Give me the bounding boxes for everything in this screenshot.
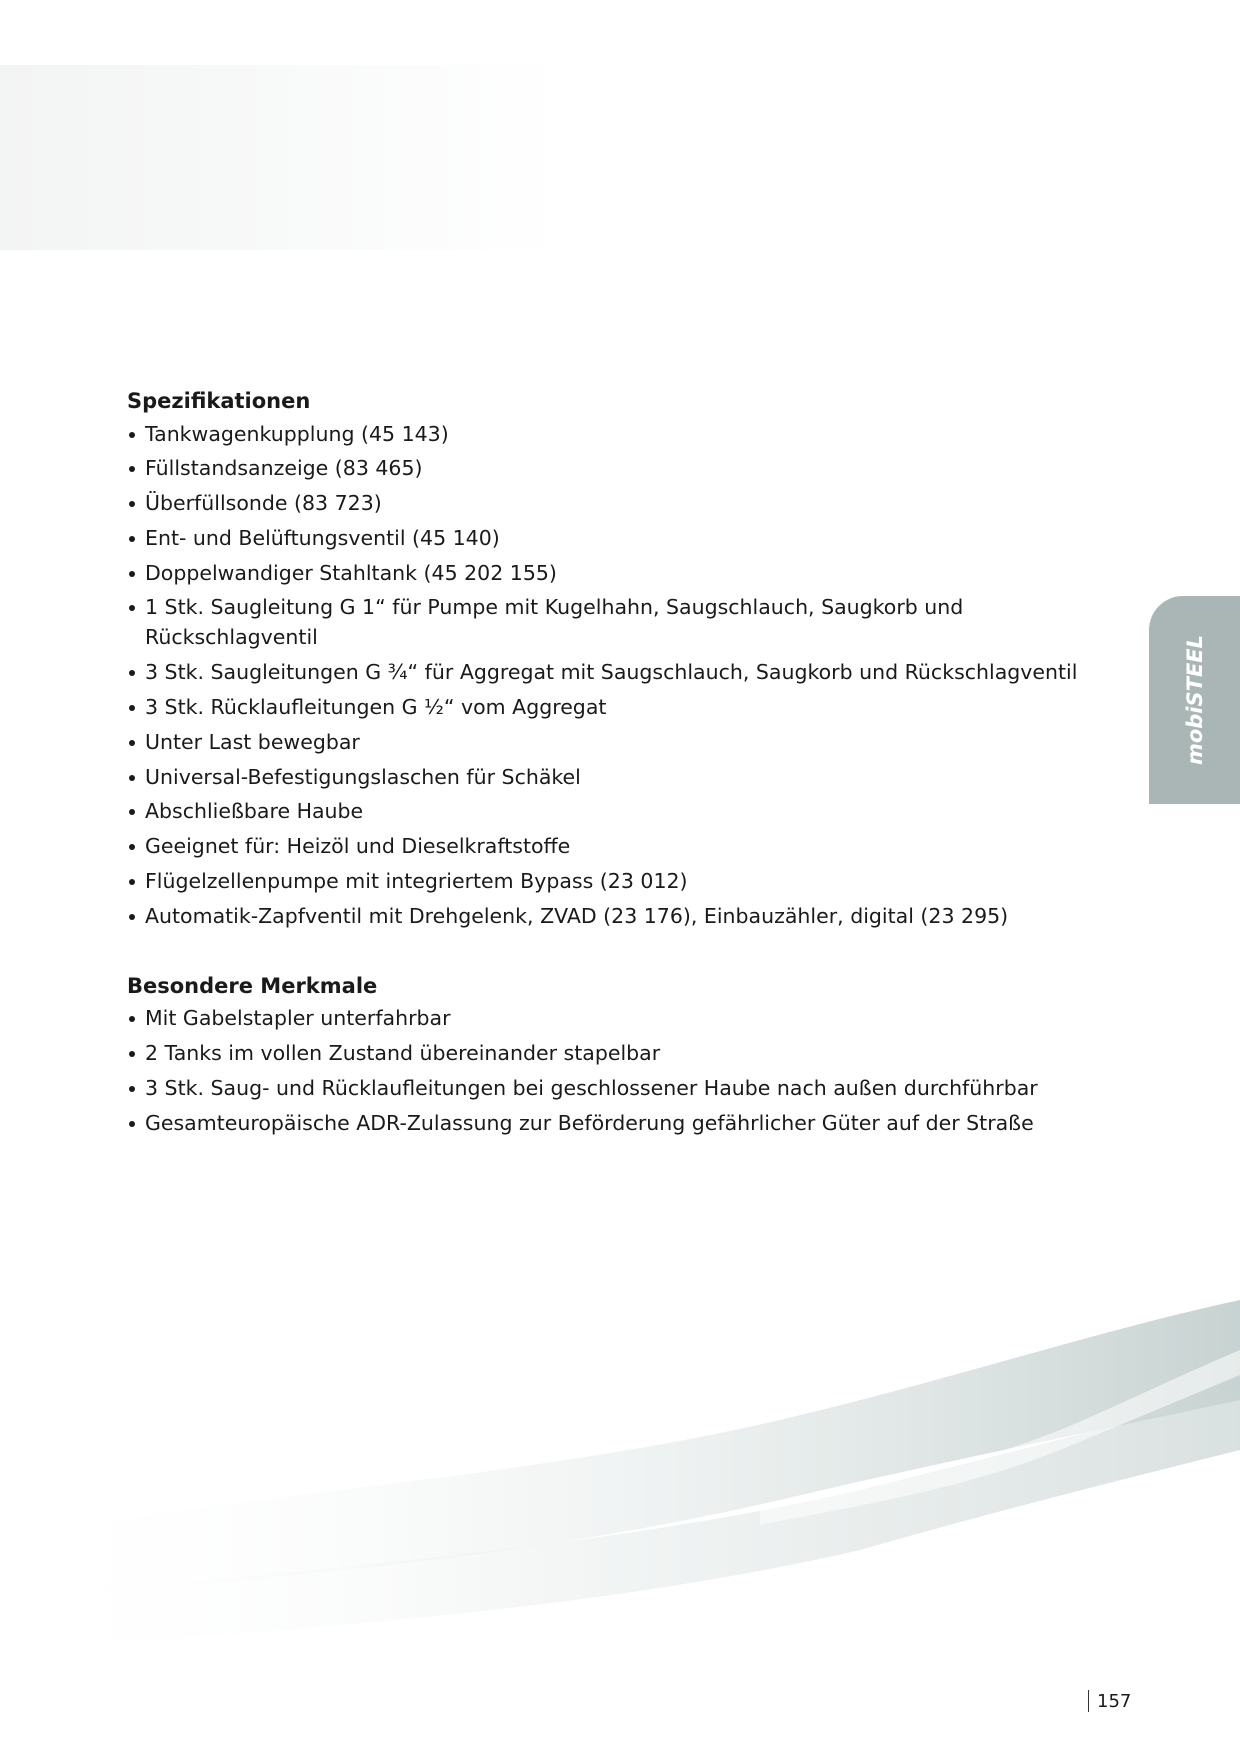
list-item: Gesamteuropäische ADR-Zulassung zur Beförderung gefährlicher Güter auf der Straße <box>127 1108 1087 1138</box>
list-item: Doppelwandiger Stahltank (45 202 155) <box>127 558 1087 588</box>
list-item: Geeignet für: Heizöl und Dieselkraftstoffe <box>127 831 1087 861</box>
list-item: Abschließbare Haube <box>127 796 1087 826</box>
list-item: Ent- und Belüftungsventil (45 140) <box>127 523 1087 553</box>
list-item: Mit Gabelstapler unterfahrbar <box>127 1003 1087 1033</box>
list-item: Füllstandsanzeige (83 465) <box>127 453 1087 483</box>
water-splash-decoration <box>0 1280 1240 1660</box>
list-item: 3 Stk. Saug- und Rücklaufleitungen bei geschlossener Haube nach außen durchführbar <box>127 1073 1087 1103</box>
header-decoration <box>0 65 560 250</box>
page-number-divider <box>1088 1690 1089 1712</box>
section-spacer <box>127 936 1087 969</box>
page-footer <box>1088 1690 1131 1712</box>
special-features-heading: Besondere Merkmale <box>127 973 378 998</box>
list-item: Automatik-Zapfventil mit Drehgelenk, ZVAD (23 176), Einbauzähler, digital (23 295) <box>127 901 1087 931</box>
specifications-list <box>127 419 1087 931</box>
list-item: Unter Last bewegbar <box>127 727 1087 757</box>
list-item: 2 Tanks im vollen Zustand übereinander stapelbar <box>127 1038 1087 1068</box>
specifications-heading: Spezifikationen <box>127 389 311 413</box>
list-item: Flügelzellenpumpe mit integriertem Bypass (23 012) <box>127 866 1087 896</box>
page-number: 157 <box>1097 1690 1132 1712</box>
list-item: Tankwagenkupplung (45 143) <box>127 419 1087 449</box>
section-side-tab <box>1149 596 1240 804</box>
list-item: Universal-Befestigungslaschen für Schäkel <box>127 762 1087 792</box>
list-item: 3 Stk. Rücklaufleitungen G ½“ vom Aggregat <box>127 692 1087 722</box>
special-features-list <box>127 1003 1087 1137</box>
list-item: 3 Stk. Saugleitungen G ¾“ für Aggregat mit Saugschlauch, Saugkorb und Rückschlagventil <box>127 657 1087 687</box>
side-tab-label: mobiSTEEL <box>1182 634 1207 766</box>
list-item: 1 Stk. Saugleitung G 1“ für Pumpe mit Kugelhahn, Saugschlauch, Saugkorb und Rückschlagventil <box>127 592 1087 652</box>
page-content <box>127 384 1087 1142</box>
list-item: Überfüllsonde (83 723) <box>127 488 1087 518</box>
